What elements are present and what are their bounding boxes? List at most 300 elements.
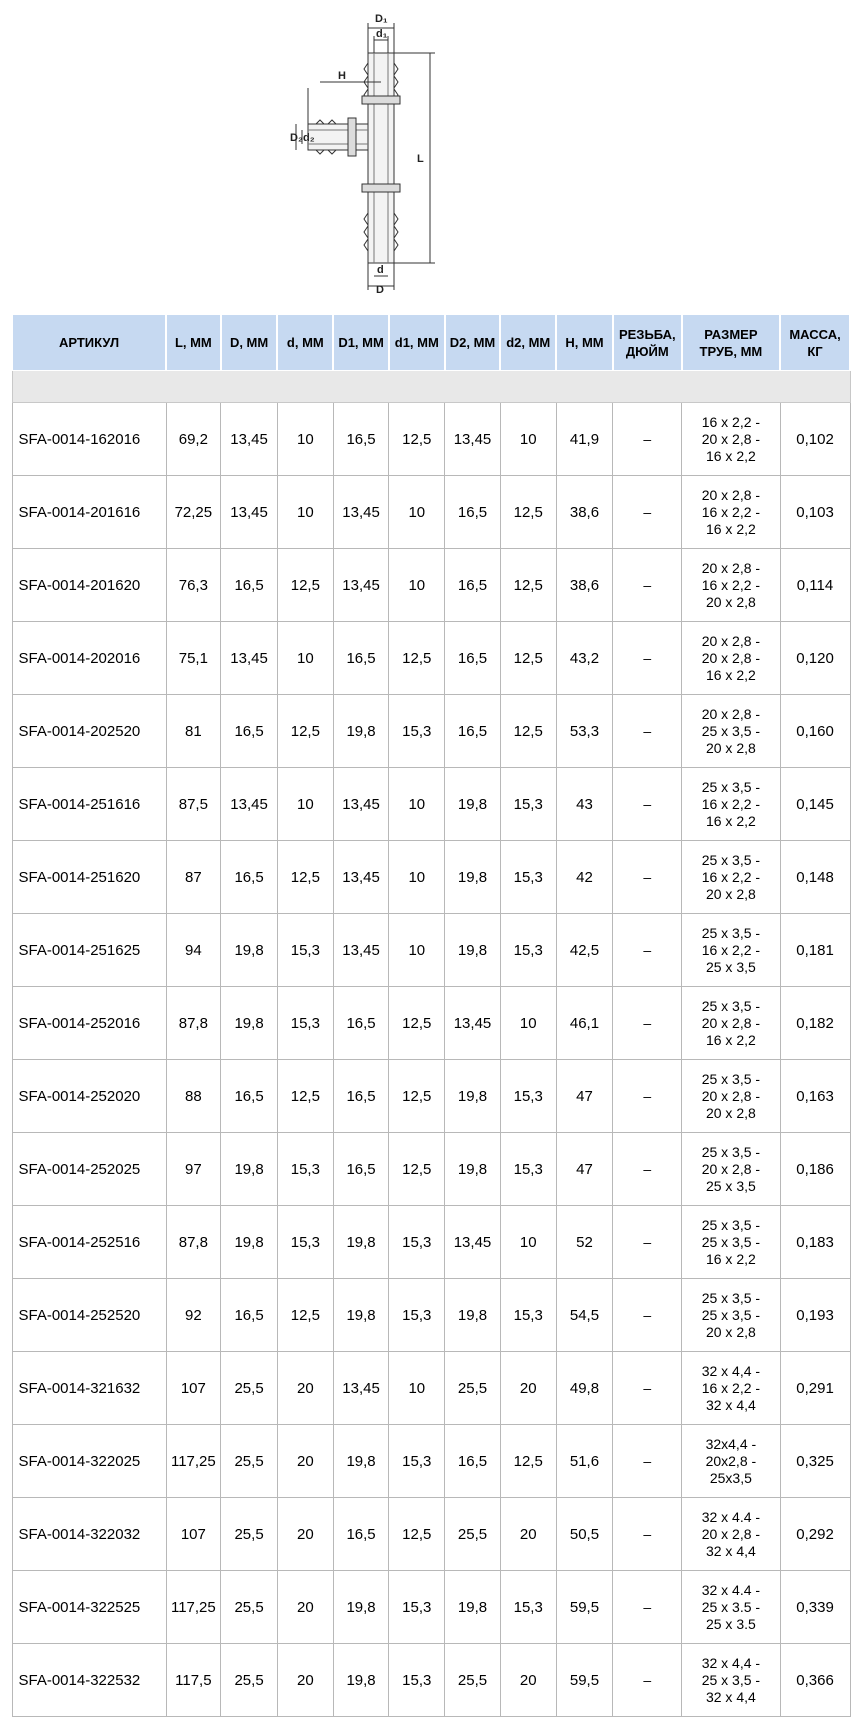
cell-thread: – bbox=[613, 1133, 682, 1206]
cell-pipe bbox=[682, 1279, 780, 1352]
cell-h: 42,5 bbox=[556, 914, 613, 987]
col-header-D1: D1, ММ bbox=[333, 315, 389, 371]
pipe-size-line: 32 x 4,4 - bbox=[701, 1654, 761, 1671]
cell-pipe bbox=[682, 549, 780, 622]
cell-pipe bbox=[682, 841, 780, 914]
cell-mass: 0,292 bbox=[780, 1498, 850, 1571]
cell-d2: 12,5 bbox=[500, 622, 556, 695]
pipe-size-line: 25 x 3,5 - bbox=[701, 722, 761, 739]
cell-art: SFA-0014-252516 bbox=[12, 1206, 166, 1279]
cell-mass: 0,291 bbox=[780, 1352, 850, 1425]
cell-d1: 16,5 bbox=[333, 987, 389, 1060]
cell-h: 43,2 bbox=[556, 622, 613, 695]
table-row bbox=[12, 841, 850, 914]
cell-d: 10 bbox=[277, 476, 333, 549]
cell-d: 20 bbox=[277, 1571, 333, 1644]
cell-d: 13,45 bbox=[221, 622, 278, 695]
table-row bbox=[12, 1279, 850, 1352]
cell-mass: 0,193 bbox=[780, 1279, 850, 1352]
cell-d1: 19,8 bbox=[333, 1425, 389, 1498]
cell-d2: 13,45 bbox=[445, 1206, 501, 1279]
pipe-size-line: 20 x 2,8 - bbox=[701, 486, 761, 503]
cell-d2: 15,3 bbox=[500, 841, 556, 914]
cell-h: 53,3 bbox=[556, 695, 613, 768]
pipe-size-line: 20 x 2,8 bbox=[705, 1323, 756, 1340]
cell-d2: 13,45 bbox=[445, 403, 501, 476]
cell-mass: 0,103 bbox=[780, 476, 850, 549]
cell-art: SFA-0014-322025 bbox=[12, 1425, 166, 1498]
cell-d1: 16,5 bbox=[333, 622, 389, 695]
cell-d2: 25,5 bbox=[445, 1644, 501, 1717]
cell-d1: 12,5 bbox=[389, 1133, 445, 1206]
spec-table bbox=[11, 314, 851, 1717]
cell-d: 16,5 bbox=[221, 1060, 278, 1133]
cell-d1: 15,3 bbox=[389, 1206, 445, 1279]
col-header-L: L, ММ bbox=[166, 315, 221, 371]
cell-d: 25,5 bbox=[221, 1352, 278, 1425]
table-row bbox=[12, 1571, 850, 1644]
cell-d1: 19,8 bbox=[333, 1206, 389, 1279]
cell-d2: 15,3 bbox=[500, 1060, 556, 1133]
cell-d2: 10 bbox=[500, 987, 556, 1060]
pipe-size-line: 16 x 2,2 - bbox=[701, 795, 761, 812]
cell-thread: – bbox=[613, 1571, 682, 1644]
pipe-size-line: 16 x 2,2 - bbox=[701, 413, 761, 430]
cell-art: SFA-0014-252520 bbox=[12, 1279, 166, 1352]
cell-d: 16,5 bbox=[221, 841, 278, 914]
label-D1: D₁ bbox=[375, 13, 388, 25]
col-header-thread: РЕЗЬБА, ДЮЙМ bbox=[613, 315, 682, 371]
cell-pipe bbox=[682, 695, 780, 768]
pipe-size-line: 25 x 3,5 - bbox=[701, 1289, 761, 1306]
pipe-size-line: 25 x 3.5 - bbox=[701, 1598, 761, 1615]
table-row bbox=[12, 476, 850, 549]
cell-d: 13,45 bbox=[221, 476, 278, 549]
cell-d1: 15,3 bbox=[389, 1425, 445, 1498]
label-d2: d₂ bbox=[303, 132, 315, 144]
cell-mass: 0,325 bbox=[780, 1425, 850, 1498]
label-d: d bbox=[377, 264, 384, 276]
pipe-size-line: 20 x 2,8 bbox=[705, 885, 756, 902]
pipe-size-line: 16 x 2,2 bbox=[705, 1250, 756, 1267]
cell-d: 19,8 bbox=[221, 1133, 278, 1206]
cell-d2: 19,8 bbox=[445, 1133, 501, 1206]
table-row bbox=[12, 622, 850, 695]
cell-pipe bbox=[682, 768, 780, 841]
pipe-size-line: 32 x 4.4 - bbox=[701, 1508, 761, 1525]
cell-l: 117,25 bbox=[166, 1571, 221, 1644]
table-row bbox=[12, 1060, 850, 1133]
cell-h: 54,5 bbox=[556, 1279, 613, 1352]
header-row bbox=[12, 315, 850, 371]
cell-d1: 16,5 bbox=[333, 403, 389, 476]
cell-pipe bbox=[682, 1425, 780, 1498]
cell-d: 12,5 bbox=[277, 1060, 333, 1133]
cell-thread: – bbox=[613, 914, 682, 987]
pipe-size-line: 25 x 3.5 bbox=[705, 1615, 756, 1632]
cell-pipe bbox=[682, 1498, 780, 1571]
cell-art: SFA-0014-252020 bbox=[12, 1060, 166, 1133]
cell-art: SFA-0014-251625 bbox=[12, 914, 166, 987]
pipe-size-line: 20 x 2,8 bbox=[705, 1104, 756, 1121]
cell-l: 94 bbox=[166, 914, 221, 987]
cell-d2: 16,5 bbox=[445, 1425, 501, 1498]
cell-d2: 25,5 bbox=[445, 1352, 501, 1425]
pipe-size-line: 16 x 2,2 - bbox=[701, 1379, 761, 1396]
cell-d: 13,45 bbox=[221, 403, 278, 476]
cell-mass: 0,183 bbox=[780, 1206, 850, 1279]
cell-d: 12,5 bbox=[277, 841, 333, 914]
cell-art: SFA-0014-322532 bbox=[12, 1644, 166, 1717]
table-row bbox=[12, 549, 850, 622]
cell-l: 75,1 bbox=[166, 622, 221, 695]
separator-band bbox=[12, 371, 850, 403]
col-header-article: АРТИКУЛ bbox=[12, 315, 166, 371]
cell-mass: 0,102 bbox=[780, 403, 850, 476]
cell-d1: 12,5 bbox=[389, 987, 445, 1060]
cell-h: 59,5 bbox=[556, 1644, 613, 1717]
pipe-size-line: 25 x 3,5 - bbox=[701, 778, 761, 795]
cell-pipe bbox=[682, 1206, 780, 1279]
cell-l: 87 bbox=[166, 841, 221, 914]
cell-d2: 16,5 bbox=[445, 695, 501, 768]
cell-l: 107 bbox=[166, 1352, 221, 1425]
cell-d: 20 bbox=[277, 1352, 333, 1425]
cell-d1: 10 bbox=[389, 1352, 445, 1425]
cell-d: 15,3 bbox=[277, 987, 333, 1060]
table-row bbox=[12, 1206, 850, 1279]
pipe-size-line: 20 x 2,8 - bbox=[701, 430, 761, 447]
cell-d1: 19,8 bbox=[333, 695, 389, 768]
cell-l: 87,5 bbox=[166, 768, 221, 841]
pipe-size-line: 32x4,4 - bbox=[705, 1435, 757, 1452]
cell-thread: – bbox=[613, 403, 682, 476]
pipe-size-line: 16 x 2,2 bbox=[705, 1031, 756, 1048]
pipe-size-line: 25 x 3,5 - bbox=[701, 1070, 761, 1087]
table-row bbox=[12, 1425, 850, 1498]
cell-d2: 12,5 bbox=[500, 1425, 556, 1498]
cell-d: 25,5 bbox=[221, 1644, 278, 1717]
cell-d2: 19,8 bbox=[445, 1571, 501, 1644]
cell-art: SFA-0014-202520 bbox=[12, 695, 166, 768]
cell-pipe bbox=[682, 1352, 780, 1425]
cell-d1: 16,5 bbox=[333, 1498, 389, 1571]
cell-l: 92 bbox=[166, 1279, 221, 1352]
cell-d: 10 bbox=[277, 622, 333, 695]
cell-h: 43 bbox=[556, 768, 613, 841]
cell-mass: 0,339 bbox=[780, 1571, 850, 1644]
cell-l: 107 bbox=[166, 1498, 221, 1571]
cell-d2: 12,5 bbox=[500, 549, 556, 622]
cell-d1: 19,8 bbox=[333, 1644, 389, 1717]
cell-thread: – bbox=[613, 695, 682, 768]
pipe-size-line: 16 x 2,2 - bbox=[701, 941, 761, 958]
table-row bbox=[12, 1352, 850, 1425]
cell-mass: 0,148 bbox=[780, 841, 850, 914]
cell-art: SFA-0014-202016 bbox=[12, 622, 166, 695]
cell-pipe bbox=[682, 1133, 780, 1206]
cell-mass: 0,160 bbox=[780, 695, 850, 768]
cell-h: 42 bbox=[556, 841, 613, 914]
cell-pipe bbox=[682, 1571, 780, 1644]
pipe-size-line: 16 x 2,2 bbox=[705, 447, 756, 464]
cell-d: 10 bbox=[277, 403, 333, 476]
cell-mass: 0,181 bbox=[780, 914, 850, 987]
col-header-D2: D2, ММ bbox=[445, 315, 501, 371]
cell-thread: – bbox=[613, 549, 682, 622]
cell-h: 38,6 bbox=[556, 476, 613, 549]
cell-thread: – bbox=[613, 768, 682, 841]
cell-l: 69,2 bbox=[166, 403, 221, 476]
cell-d: 16,5 bbox=[221, 549, 278, 622]
pipe-size-line: 20x2,8 - bbox=[705, 1452, 757, 1469]
pipe-size-line: 32 x 4,4 bbox=[705, 1542, 756, 1559]
pipe-size-line: 32 x 4,4 bbox=[705, 1688, 756, 1705]
pipe-size-line: 20 x 2,8 bbox=[705, 739, 756, 756]
cell-h: 46,1 bbox=[556, 987, 613, 1060]
cell-d1: 19,8 bbox=[333, 1279, 389, 1352]
cell-d2: 16,5 bbox=[445, 622, 501, 695]
cell-d: 16,5 bbox=[221, 695, 278, 768]
cell-d2: 19,8 bbox=[445, 914, 501, 987]
cell-d1: 10 bbox=[389, 914, 445, 987]
col-header-D: D, ММ bbox=[221, 315, 278, 371]
cell-d: 20 bbox=[277, 1644, 333, 1717]
cell-thread: – bbox=[613, 1644, 682, 1717]
pipe-size-line: 16 x 2,2 - bbox=[701, 503, 761, 520]
cell-d1: 16,5 bbox=[333, 1133, 389, 1206]
cell-d1: 12,5 bbox=[389, 1498, 445, 1571]
cell-d1: 10 bbox=[389, 549, 445, 622]
cell-d2: 15,3 bbox=[500, 768, 556, 841]
cell-d: 16,5 bbox=[221, 1279, 278, 1352]
pipe-size-line: 20 x 2,8 - bbox=[701, 649, 761, 666]
cell-pipe bbox=[682, 914, 780, 987]
label-d1: d₁ bbox=[376, 28, 388, 40]
cell-d1: 13,45 bbox=[333, 549, 389, 622]
cell-thread: – bbox=[613, 1279, 682, 1352]
cell-d: 25,5 bbox=[221, 1498, 278, 1571]
pipe-size-line: 25 x 3,5 - bbox=[701, 1671, 761, 1688]
cell-art: SFA-0014-162016 bbox=[12, 403, 166, 476]
cell-d1: 12,5 bbox=[389, 403, 445, 476]
cell-d2: 10 bbox=[500, 1206, 556, 1279]
cell-thread: – bbox=[613, 1498, 682, 1571]
cell-d: 12,5 bbox=[277, 695, 333, 768]
cell-d: 20 bbox=[277, 1498, 333, 1571]
cell-l: 87,8 bbox=[166, 987, 221, 1060]
cell-art: SFA-0014-252025 bbox=[12, 1133, 166, 1206]
cell-pipe bbox=[682, 403, 780, 476]
pipe-size-line: 25 x 3,5 - bbox=[701, 924, 761, 941]
cell-d1: 10 bbox=[389, 841, 445, 914]
pipe-size-line: 20 x 2,8 - bbox=[701, 632, 761, 649]
cell-d1: 10 bbox=[389, 768, 445, 841]
cell-d1: 15,3 bbox=[389, 695, 445, 768]
cell-d2: 15,3 bbox=[500, 1133, 556, 1206]
cell-art: SFA-0014-201616 bbox=[12, 476, 166, 549]
cell-d2: 19,8 bbox=[445, 841, 501, 914]
cell-thread: – bbox=[613, 1352, 682, 1425]
cell-d2: 10 bbox=[500, 403, 556, 476]
col-header-d1: d1, ММ bbox=[389, 315, 445, 371]
pipe-size-line: 20 x 2,8 - bbox=[701, 705, 761, 722]
cell-d1: 13,45 bbox=[333, 841, 389, 914]
label-H: H bbox=[338, 70, 346, 82]
cell-l: 88 bbox=[166, 1060, 221, 1133]
cell-d2: 15,3 bbox=[500, 1279, 556, 1352]
cell-mass: 0,145 bbox=[780, 768, 850, 841]
cell-d2: 19,8 bbox=[445, 1279, 501, 1352]
cell-thread: – bbox=[613, 476, 682, 549]
cell-d: 25,5 bbox=[221, 1571, 278, 1644]
pipe-size-line: 32 x 4,4 - bbox=[701, 1362, 761, 1379]
cell-d: 12,5 bbox=[277, 1279, 333, 1352]
pipe-size-line: 16 x 2,2 bbox=[705, 812, 756, 829]
label-D2: D₂ bbox=[290, 132, 303, 144]
cell-thread: – bbox=[613, 987, 682, 1060]
cell-d: 19,8 bbox=[221, 1206, 278, 1279]
cell-art: SFA-0014-322525 bbox=[12, 1571, 166, 1644]
cell-h: 59,5 bbox=[556, 1571, 613, 1644]
cell-art: SFA-0014-322032 bbox=[12, 1498, 166, 1571]
table-row bbox=[12, 914, 850, 987]
table-row bbox=[12, 403, 850, 476]
cell-h: 52 bbox=[556, 1206, 613, 1279]
cell-d2: 20 bbox=[500, 1644, 556, 1717]
cell-d2: 15,3 bbox=[500, 1571, 556, 1644]
pipe-size-line: 16 x 2,2 - bbox=[701, 576, 761, 593]
separator-cell bbox=[12, 371, 850, 403]
table-row bbox=[12, 695, 850, 768]
col-header-mass: МАССА, КГ bbox=[780, 315, 850, 371]
cell-h: 49,8 bbox=[556, 1352, 613, 1425]
cell-art: SFA-0014-252016 bbox=[12, 987, 166, 1060]
pipe-size-line: 16 x 2,2 - bbox=[701, 868, 761, 885]
cell-d: 20 bbox=[277, 1425, 333, 1498]
cell-mass: 0,114 bbox=[780, 549, 850, 622]
pipe-size-line: 20 x 2,8 - bbox=[701, 1014, 761, 1031]
cell-d2: 12,5 bbox=[500, 476, 556, 549]
cell-art: SFA-0014-201620 bbox=[12, 549, 166, 622]
cell-d: 13,45 bbox=[221, 768, 278, 841]
cell-d1: 12,5 bbox=[389, 622, 445, 695]
cell-d1: 10 bbox=[389, 476, 445, 549]
cell-mass: 0,366 bbox=[780, 1644, 850, 1717]
cell-thread: – bbox=[613, 622, 682, 695]
cell-d1: 13,45 bbox=[333, 914, 389, 987]
pipe-size-line: 25x3,5 bbox=[709, 1469, 752, 1486]
cell-d1: 15,3 bbox=[389, 1644, 445, 1717]
cell-thread: – bbox=[613, 1060, 682, 1133]
col-header-pipe-size: РАЗМЕР ТРУБ, ММ bbox=[682, 315, 780, 371]
cell-d1: 13,45 bbox=[333, 1352, 389, 1425]
cell-pipe bbox=[682, 987, 780, 1060]
pipe-size-line: 25 x 3,5 bbox=[705, 1177, 756, 1194]
pipe-size-line: 16 x 2,2 bbox=[705, 520, 756, 537]
col-header-H: H, ММ bbox=[556, 315, 613, 371]
cell-l: 97 bbox=[166, 1133, 221, 1206]
col-header-d2: d2, ММ bbox=[500, 315, 556, 371]
cell-h: 47 bbox=[556, 1060, 613, 1133]
cell-pipe bbox=[682, 1060, 780, 1133]
cell-art: SFA-0014-251616 bbox=[12, 768, 166, 841]
pipe-size-line: 25 x 3,5 - bbox=[701, 1306, 761, 1323]
cell-d1: 15,3 bbox=[389, 1571, 445, 1644]
cell-d2: 19,8 bbox=[445, 768, 501, 841]
cell-h: 51,6 bbox=[556, 1425, 613, 1498]
tee-fitting-diagram bbox=[290, 8, 490, 293]
table-row bbox=[12, 1133, 850, 1206]
cell-l: 117,25 bbox=[166, 1425, 221, 1498]
cell-d2: 25,5 bbox=[445, 1498, 501, 1571]
cell-d: 25,5 bbox=[221, 1425, 278, 1498]
col-header-d: d, ММ bbox=[277, 315, 333, 371]
pipe-size-line: 20 x 2,8 - bbox=[701, 1525, 761, 1542]
cell-l: 87,8 bbox=[166, 1206, 221, 1279]
cell-l: 76,3 bbox=[166, 549, 221, 622]
cell-mass: 0,186 bbox=[780, 1133, 850, 1206]
cell-d1: 16,5 bbox=[333, 1060, 389, 1133]
cell-thread: – bbox=[613, 1206, 682, 1279]
cell-d2: 19,8 bbox=[445, 1060, 501, 1133]
cell-d1: 19,8 bbox=[333, 1571, 389, 1644]
pipe-size-line: 20 x 2,8 bbox=[705, 593, 756, 610]
cell-d2: 20 bbox=[500, 1352, 556, 1425]
cell-d: 19,8 bbox=[221, 987, 278, 1060]
cell-d2: 20 bbox=[500, 1498, 556, 1571]
pipe-size-line: 25 x 3,5 - bbox=[701, 997, 761, 1014]
cell-d: 15,3 bbox=[277, 914, 333, 987]
cell-pipe bbox=[682, 476, 780, 549]
cell-d1: 13,45 bbox=[333, 476, 389, 549]
cell-pipe bbox=[682, 622, 780, 695]
cell-d: 15,3 bbox=[277, 1133, 333, 1206]
cell-pipe bbox=[682, 1644, 780, 1717]
tee-fitting-drawing bbox=[290, 8, 490, 293]
table-row bbox=[12, 1644, 850, 1717]
cell-d2: 16,5 bbox=[445, 549, 501, 622]
pipe-size-line: 20 x 2,8 - bbox=[701, 1087, 761, 1104]
cell-d1: 15,3 bbox=[389, 1279, 445, 1352]
cell-d: 12,5 bbox=[277, 549, 333, 622]
table-row bbox=[12, 768, 850, 841]
pipe-size-line: 20 x 2,8 - bbox=[701, 559, 761, 576]
cell-mass: 0,163 bbox=[780, 1060, 850, 1133]
cell-d2: 12,5 bbox=[500, 695, 556, 768]
cell-h: 47 bbox=[556, 1133, 613, 1206]
pipe-size-line: 16 x 2,2 bbox=[705, 666, 756, 683]
cell-mass: 0,120 bbox=[780, 622, 850, 695]
table-row bbox=[12, 987, 850, 1060]
table-row bbox=[12, 1498, 850, 1571]
label-D: D bbox=[376, 284, 384, 293]
pipe-size-line: 25 x 3,5 - bbox=[701, 851, 761, 868]
cell-d1: 12,5 bbox=[389, 1060, 445, 1133]
pipe-size-line: 32 x 4.4 - bbox=[701, 1581, 761, 1598]
pipe-size-line: 32 x 4,4 bbox=[705, 1396, 756, 1413]
cell-art: SFA-0014-321632 bbox=[12, 1352, 166, 1425]
cell-l: 117,5 bbox=[166, 1644, 221, 1717]
cell-thread: – bbox=[613, 1425, 682, 1498]
pipe-size-line: 25 x 3,5 bbox=[705, 958, 756, 975]
cell-d: 10 bbox=[277, 768, 333, 841]
pipe-size-line: 25 x 3,5 - bbox=[701, 1216, 761, 1233]
cell-h: 38,6 bbox=[556, 549, 613, 622]
cell-d2: 15,3 bbox=[500, 914, 556, 987]
cell-l: 72,25 bbox=[166, 476, 221, 549]
label-L: L bbox=[417, 153, 424, 165]
